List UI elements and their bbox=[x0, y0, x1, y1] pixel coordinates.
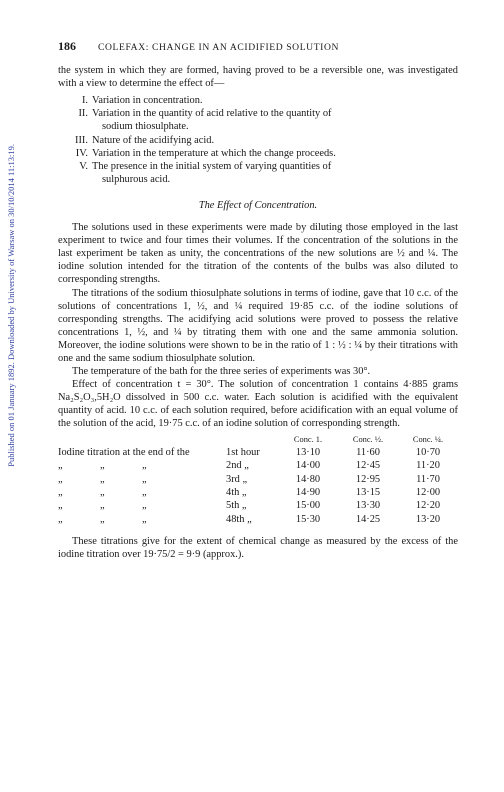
running-header bbox=[58, 40, 458, 54]
table-row: „ „ „ 48th „ 15·30 14·25 13·20 bbox=[58, 513, 441, 525]
column-header: Conc. 1. bbox=[293, 434, 323, 444]
list-item: IV. Variation in the temperature at which the change proceeds. bbox=[75, 147, 336, 159]
body-paragraph: Effect of concentration t = 30°. The solution of concentration 1 contains 4·885 grams Na₂S₂O₃,5H₂O dissolved in 500 c.c. water. Each solution is acidified with the equivalent quantity of acid. 10 c.c. of each solution required, before acidification with an equal volume of the solution of the acid, 19·75 c.c. of an iodine solution of corresponding strength. bbox=[58, 379, 458, 430]
body-paragraph: The solutions used in these experiments were made by diluting those employed in the last experiment to twice and four times their volumes. If the concentration of the solutions in the last experiment be taken as unity, the concentrations of the new solutions are ½ and ¼. The iodine solution intended for the titration of the contents of the bulbs was also diluted to corresponding strengths. bbox=[58, 222, 458, 286]
table-row: „ „ „ 5th „ 15·00 13·30 12·20 bbox=[58, 500, 441, 512]
effects-list bbox=[58, 94, 458, 186]
page-number: 186 bbox=[58, 39, 76, 53]
section-title: The Effect of Concentration. bbox=[198, 199, 318, 211]
list-item: II. Variation in the quantity of acid relative to the quantity of sodium thiosulphate. bbox=[78, 108, 332, 133]
table-row: Iodine titration at the end of the 1st hour 13·10 11·60 10·70 bbox=[58, 446, 441, 458]
column-header: Conc. ½. bbox=[352, 434, 384, 444]
list-item: V. The presence in the initial system of varying quantities of sulphurous acid. bbox=[79, 160, 332, 185]
running-title: COLEFAX: CHANGE IN AN ACIDIFIED SOLUTION bbox=[98, 42, 340, 53]
body-paragraph: The titrations of the sodium thiosulphate solutions in terms of iodine, gave that 10 c.c. of the solutions of concentrations 1, ½, and ¼ required 19·85 c.c. of the iodine solutions of corresponding strengths. The acidifying acid solutions were proved to possess the relative concentrations 1, ½, and ¼ by titrating them with one and the same ammonia solution. Moreover, the iodine solutions were shown to be in the ratio of 1 : ½ : ¼ by their titrations with one and the same sodium thiosulphate solution. bbox=[58, 287, 458, 364]
table-row: „ „ „ 2nd „ 14·00 12·45 11·20 bbox=[58, 460, 440, 472]
body-paragraph: The temperature of the bath for the three series of experiments was 30°. bbox=[72, 366, 371, 378]
table-header-row bbox=[58, 433, 458, 446]
page-content bbox=[58, 40, 458, 561]
intro-paragraph: the system in which they are formed, having proved to be a reversible one, was investigated with a view to determine the effect of— bbox=[58, 65, 458, 90]
list-item: I. Variation in concentration. bbox=[81, 95, 203, 107]
list-item: III. Nature of the acidifying acid. bbox=[75, 134, 215, 146]
download-watermark-text: Published on 01 January 1892. Downloaded by University of Warsaw on 30/10/2014 11:13:19. bbox=[6, 143, 16, 467]
download-watermark bbox=[4, 70, 18, 540]
titration-table bbox=[58, 433, 458, 526]
table-row: „ „ „ 4th „ 14·90 13·15 12·00 bbox=[58, 486, 441, 498]
column-header: Conc. ¼. bbox=[412, 434, 444, 444]
row-label: Iodine titration at the end of the bbox=[58, 446, 190, 458]
table-row: „ „ „ 3rd „ 14·80 12·95 11·70 bbox=[58, 473, 440, 485]
conclusion-paragraph: These titrations give for the extent of chemical change as measured by the excess of the iodine titration over 19·75/2 = 9·9 (approx.). bbox=[58, 535, 458, 561]
